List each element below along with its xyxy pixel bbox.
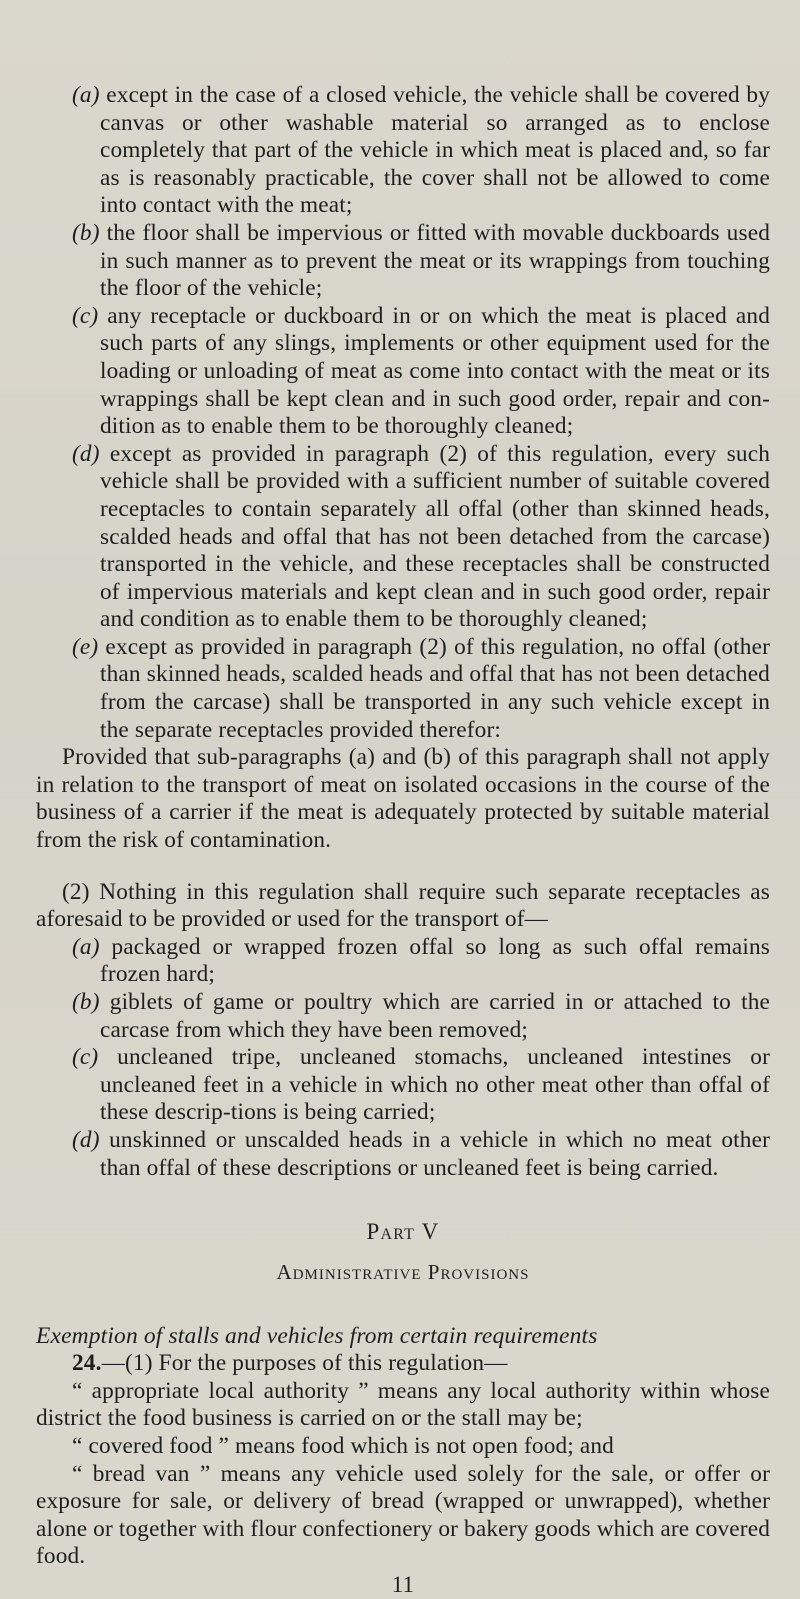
part-heading: Part V (366, 1219, 440, 1245)
list-item (36, 1127, 770, 1182)
item-label: (e) (72, 633, 99, 660)
definition: “ appropriate local authority ” means any local authority within whose district the food business is carried on or the stall may be; (36, 1377, 770, 1432)
item-text: except as provided in paragraph (2) of this regulation, no offal (other than skinned heads, scalded heads and offal that has not been detached from the carcase) shall be transported in any such vehicle except in the separate receptacles provided therefor: (98, 633, 770, 743)
item-label: (d) (72, 440, 100, 467)
item-text: any receptacle or duckboard in or on which the meat is placed and such parts of any slings, implements or other equipment used for the loading or unloading of meat as come into contact with the meat or its wrappings shall be kept clean and in such good order, repair and con-dition as to enable them to be thoroughly cleaned; (98, 302, 770, 440)
page-number: 11 (391, 1571, 415, 1597)
regulation-text (36, 82, 770, 1599)
list-item (36, 634, 770, 744)
item-text: unskinned or unscalded heads in a vehicle in which no meat other than offal of these descriptions or uncleaned feet is being carried. (99, 1126, 770, 1181)
list-item (36, 441, 770, 634)
part-subheading: Administrative Provisions (276, 1260, 530, 1285)
item-text: uncleaned tripe, uncleaned stomachs, uncleaned intestines or uncleaned feet in a vehicle in which no other meat other than offal of these descrip-tions is being carried; (98, 1044, 770, 1126)
proviso-paragraph: Provided that sub-paragraphs (a) and (b) of this paragraph shall not apply in relation to the transport of meat on isolated occasions in the course of the business of a carrier if the meat is adequately protected by suitable material from the risk of contamination. (36, 744, 770, 854)
item-label: (b) (72, 989, 100, 1015)
item-label: (c) (72, 302, 99, 329)
list-item (36, 303, 770, 441)
definition: “ bread van ” means any vehicle used solely for the sale, or offer or exposure for sale, or delivery of bread (wrapped or unwrapped), whether alone or together with flour confectionery or bakery goods which are covered food. (36, 1460, 770, 1570)
section-intro-text: —(1) For the purposes of this regulation— (101, 1350, 508, 1377)
item-label: (a) (72, 82, 100, 108)
section-intro (36, 1350, 770, 1378)
item-text: packaged or wrapped frozen offal so long as such offal remains frozen hard; (99, 933, 770, 988)
section-number: 24. (72, 1350, 102, 1377)
item-label: (c) (72, 1044, 99, 1071)
list-item (36, 934, 770, 989)
item-label: (b) (72, 219, 100, 246)
list-item (36, 82, 770, 220)
item-label: (a) (72, 933, 100, 960)
item-text: the floor shall be impervious or fitted with movable duckboards used in such manner as to prevent the meat or its wrappings from touching the floor of the vehicle; (99, 219, 770, 302)
item-text: giblets of game or poultry which are carried in or attached to the carcase from which they have been removed; (99, 989, 770, 1043)
item-text: except as provided in paragraph (2) of this regulation, every such vehicle shall be provided with a sufficient number of suitable covered receptacles to contain separately all offal (other than skinned heads, scalded heads and offal that has not been detached from the carcase) transported in the vehicle, and these receptacles shall be constructed of impervious materials and kept clean and in such good order, repair and condition as to enable them to be thoroughly cleaned; (99, 440, 770, 633)
section-heading: Exemption of stalls and vehicles from certain requirements (36, 1323, 598, 1350)
definition: “ covered food ” means food which is not open food; and (72, 1432, 614, 1459)
item-text: except in the case of a closed vehicle, the vehicle shall be covered by canvas or other washable material so arranged as to enclose completely that part of the vehicle in which meat is placed and, so far as is reasonably practicable, the cover shall not be allowed to come into contact with the meat; (99, 82, 770, 219)
item-label: (d) (72, 1126, 100, 1153)
list-item (36, 989, 770, 1044)
list-item (36, 220, 770, 303)
paragraph-2: (2) Nothing in this regulation shall require such separate receptacles as aforesaid to be provided or used for the transport of— (36, 878, 770, 933)
list-item (36, 1044, 770, 1127)
